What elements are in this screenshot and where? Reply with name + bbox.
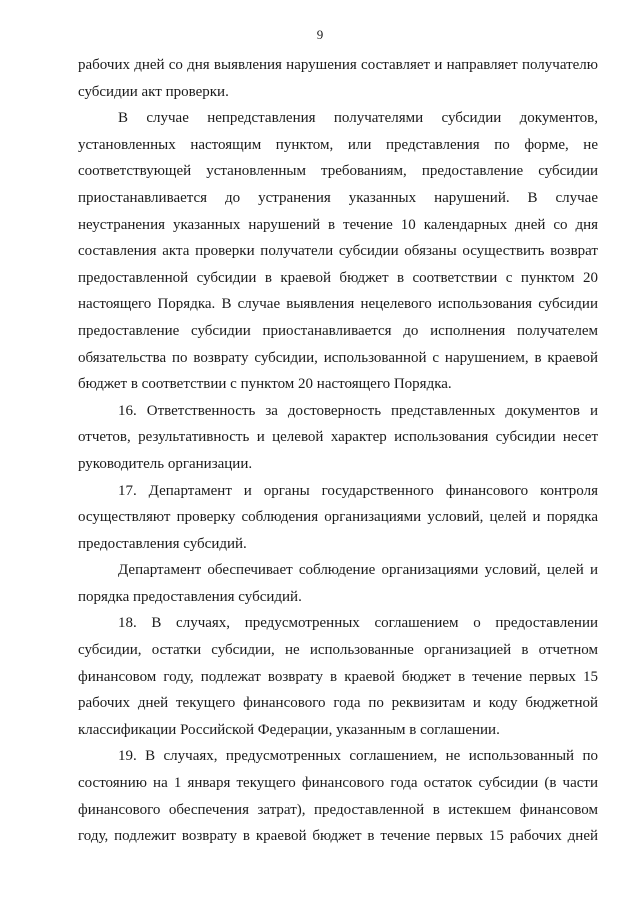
paragraph-continuation: рабочих дней со дня выявления нарушения составляет и направляет получателю субсидии акт проверки. <box>78 57 598 100</box>
paragraph-item-16: 16. Ответственность за достоверность представленных документов и отчетов, результативность и целевой характер использования субсидии несет руководитель организации. <box>78 402 598 472</box>
paragraph-verification-failure: В случае непредставления получателями субсидии документов, установленных настоящим пунктом, или представления по форме, не соответствующей установленным требованиям, предоставление субсидии приостанавливается до устранения указанных нарушений. В случае неустранения указанных нарушений в течение 10 календарных дней со дня составления акта проверки получатели субсидии обязаны осуществить возврат предоставленной субсидии в краевой бюджет в соответствии с пунктом 20 настоящего Порядка. В случае выявления нецелевого использования субсидии предоставление субсидии приостанавливается до исполнения получателем обязательства по возврату субсидии, использованной с нарушением, в краевой бюджет в соответствии с пунктом 20 настоящего Порядка. <box>78 110 598 393</box>
document-body <box>78 52 598 850</box>
paragraph-item-19: 19. В случаях, предусмотренных соглашением, не использованный по состоянию на 1 января текущего финансового года остаток субсидии (в части финансового обеспечения затрат), предоставленной в истекшем финансовом году, подлежит возврату в краевой бюджет в течение первых 15 рабочих дней <box>78 748 598 845</box>
paragraph-department-duty: Департамент обеспечивает соблюдение организациями условий, целей и порядка предоставления субсидий. <box>78 562 598 605</box>
paragraph-item-18: 18. В случаях, предусмотренных соглашением о предоставлении субсидии, остатки субсидии, не использованные организацией в отчетном финансовом году, подлежат возврату в краевой бюджет в течение первых 15 рабочих дней текущего финансового года по реквизитам и коду бюджетной классификации Российской Федерации, указанным в соглашении. <box>78 615 598 738</box>
paragraph-item-17: 17. Департамент и органы государственного финансового контроля осуществляют проверку соблюдения организациями условий, целей и порядка предоставления субсидий. <box>78 482 598 552</box>
page-number: 9 <box>316 27 324 42</box>
